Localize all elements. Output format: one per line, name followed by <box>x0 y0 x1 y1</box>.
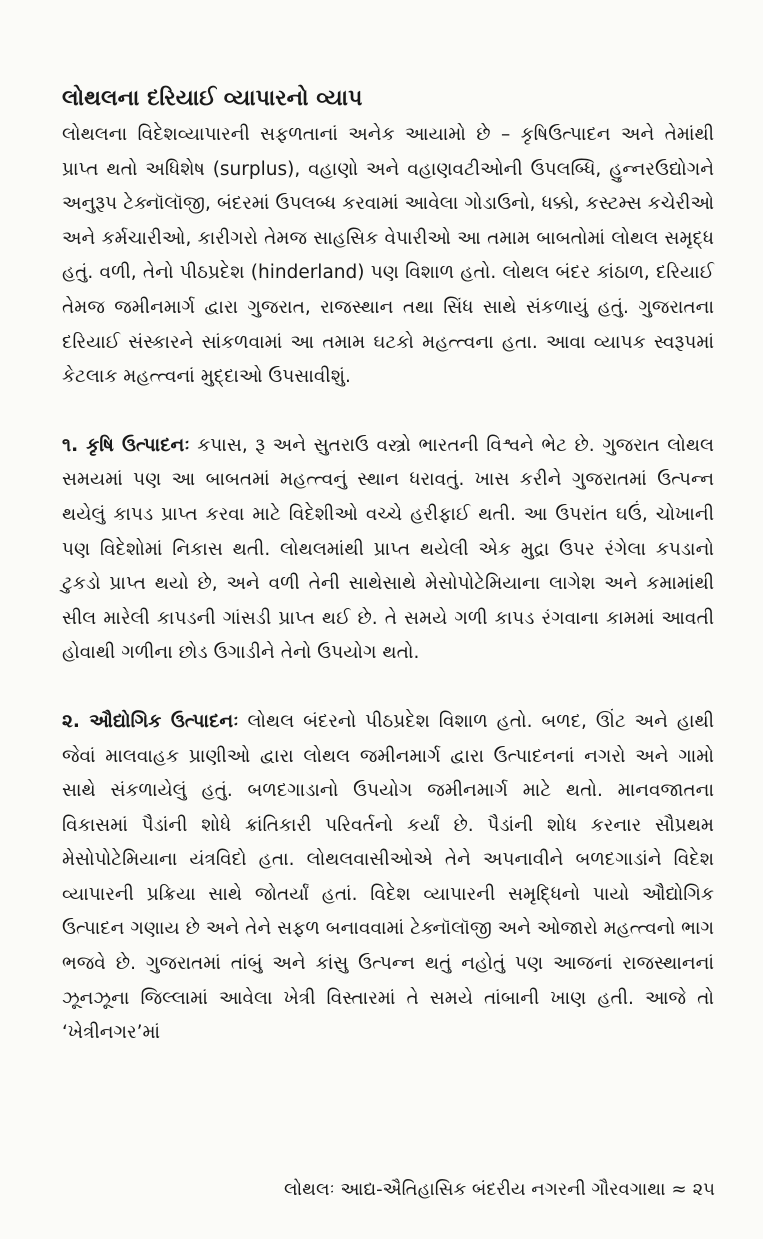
section-agriculture-heading: ૧. કૃષિ ઉત્પાદનઃ <box>62 434 190 456</box>
intro-paragraph: લોથલના વિદેશવ્યાપારની સફળતાનાં અનેક આયામો છે – કૃષિઉત્પાદન અને તેમાંથી પ્રાપ્ત થતો અધિશેષ (surplus), વહાણો અને વહાણવટીઓની ઉપલબ્ધિ, હુન્નરઉદ્યોગને અનુરૂપ ટેક્નૉલૉજી, બંદરમાં ઉપલબ્ધ કરવામાં આવેલા ગોડાઉનો, ધક્કો, કસ્ટમ્સ કચેરીઓ અને કર્મચારીઓ, કારીગરો તેમજ સાહસિક વેપારીઓ આ તમામ બાબતોમાં લોથલ સમૃદ્ધ હતું. વળી, તેનો પીઠપ્રદેશ (hinderland) પણ વિશાળ હતો. લોથલ બંદર કાંઠાળ, દરિયાઈ તેમજ જમીનમાર્ગ દ્વારા ગુજરાત, રાજસ્થાન તથા સિંધ સાથે સંકળાયું હતું. ગુજરાતના દરિયાઈ સંસ્કારને સાંકળવામાં આ તમામ ઘટકો મહત્ત્વના હતા. આવા વ્યાપક સ્વરૂપમાં કેટલાક મહત્ત્વનાં મુદ્દાઓ ઉપસાવીશું. <box>62 124 714 388</box>
footer-separator: ≈ <box>671 1179 687 1200</box>
paragraph-gap <box>62 671 714 705</box>
section-industry-heading: ૨. ઔદ્યોગિક ઉત્પાદનઃ <box>62 710 239 732</box>
section-agriculture <box>62 429 714 671</box>
page-footer <box>284 1178 715 1202</box>
section-title: લોથલના દરિયાઈ વ્યાપારનો વ્યાપ <box>62 86 363 111</box>
paragraph-gap <box>62 395 714 429</box>
section-industry-text: લોથલ બંદરનો પીઠપ્રદેશ વિશાળ હતો. બળદ, ઊંટ અને હાથી જેવાં માલવાહક પ્રાણીઓ દ્વારા લોથલ જમીનમાર્ગ દ્વારા ઉત્પાદનનાં નગરો અને ગામો સાથે સંકળાયેલું હતું. બળદગાડાનો ઉપયોગ જમીનમાર્ગ માટે થતો. માનવજાતના વિકાસમાં પૈડાંની શોધે ક્રાંતિકારી પરિવર્તનો કર્યાં છે. પૈડાંની શોધ કરનાર સૌપ્રથમ મેસોપોટેમિયાના યંત્રવિદો હતા. લોથલવાસીઓએ તેને અપનાવીને બળદગાડાંને વિદેશ વ્યાપારની પ્રક્રિયા સાથે જોતર્યાં હતાં. વિદેશ વ્યાપારની સમૃદ્ધિનો પાયો ઔદ્યોગિક ઉત્પાદન ગણાય છે અને તેને સફળ બનાવવામાં ટેક્નૉલૉજી અને ઓજારો મહત્ત્વનો ભાગ ભજવે છે. ગુજરાતમાં તાંબું અને કાંસુ ઉત્પન્ન થતું નહોતું પણ આજનાં રાજસ્થાનનાં ઝૂનઝૂના જિલ્લામાં આવેલા ખેત્રી વિસ્તારમાં તે સમયે તાંબાની ખાણ હતી. આજે તો ‘ખેત્રીનગર’માં <box>62 710 715 1044</box>
page-number: ૨૫ <box>692 1179 715 1200</box>
page-body <box>62 84 714 1051</box>
section-industry <box>62 705 714 1051</box>
running-title: લોથલઃ આદ્ય-ઐતિહાસિક બંદરીય નગરની ગૌરવગાથા <box>284 1179 666 1200</box>
section-agriculture-text: કપાસ, રૂ અને સુતરાઉ વસ્ત્રો ભારતની વિશ્વને ભેટ છે. ગુજરાત લોથલ સમયમાં પણ આ બાબતમાં મહત્ત્વનું સ્થાન ધરાવતું. ખાસ કરીને ગુજરાતમાં ઉત્પન્ન થયેલું કાપડ પ્રાપ્ત કરવા માટે વિદેશીઓ વચ્ચે હરીફાઈ થતી. આ ઉપરાંત ઘઉં, ચોખાની પણ વિદેશોમાં નિકાસ થતી. લોથલમાંથી પ્રાપ્ત થયેલી એક મુદ્રા ઉપર રંગેલા કપડાનો ટુકડો પ્રાપ્ત થયો છે, અને વળી તેની સાથેસાથે મેસોપોટેમિયાના લાગેશ અને કમામાંથી સીલ મારેલી કાપડની ગાંસડી પ્રાપ્ત થઈ છે. તે સમયે ગળી કાપડ રંગવાના કામમાં આવતી હોવાથી ગળીના છોડ ઉગાડીને તેનો ઉપયોગ થતો. <box>62 434 714 664</box>
